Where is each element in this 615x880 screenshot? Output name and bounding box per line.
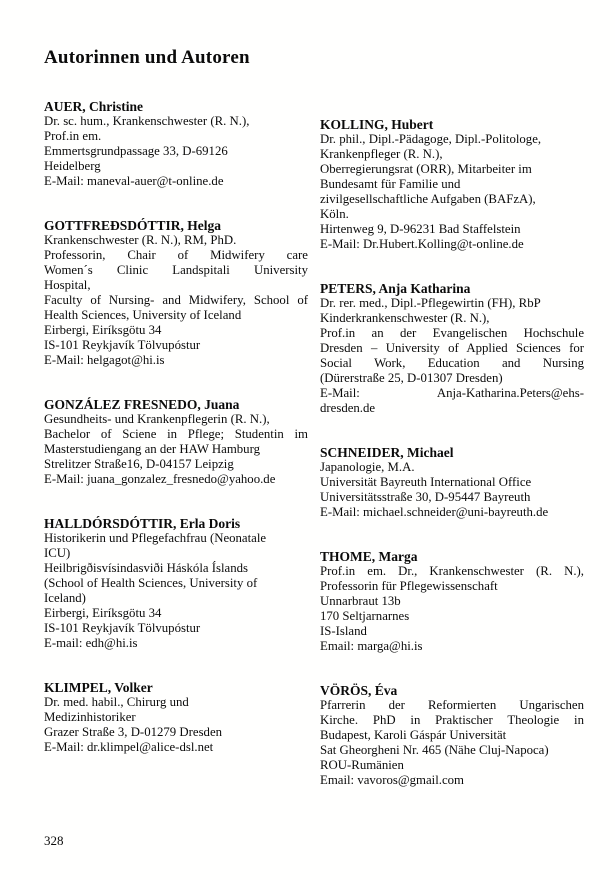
author-detail-line: IS-101 Reykjavík Tölvupóstur	[44, 338, 201, 352]
author-entry	[44, 99, 308, 189]
author-detail-line: Gesundheits- und Krankenpflegerin (R. N.),	[44, 412, 270, 426]
author-detail-line: Prof.in an der Evangelischen Hochschule	[320, 326, 584, 340]
left-column	[44, 99, 308, 817]
author-entry	[320, 445, 584, 520]
author-detail-line: IS-Island	[320, 624, 367, 638]
author-email-line: E-Mail: maneval-auer@t-online.de	[44, 174, 224, 188]
author-detail-line: Historikerin und Pflegefachfrau (Neonatale	[44, 531, 267, 545]
author-email-line: E-Mail: Dr.Hubert.Kolling@t-online.de	[320, 237, 524, 251]
author-detail-line: ICU)	[44, 546, 71, 560]
author-email-line: Email: marga@hi.is	[320, 639, 423, 653]
author-entry	[44, 680, 308, 755]
author-detail-line: Prof.in em.	[44, 129, 102, 143]
author-email-line: Email: vavoros@gmail.com	[320, 773, 464, 787]
author-name: KOLLING, Hubert	[320, 117, 434, 132]
author-detail-line: IS-101 Reykjavík Tölvupóstur	[44, 621, 201, 635]
author-detail-line: Professorin für Pflegewissenschaft	[320, 579, 498, 593]
author-detail-line: Dr. med. habil., Chirurg und	[44, 695, 189, 709]
author-detail-line: dresden.de	[320, 401, 376, 415]
author-detail-line: Dresden – University of Applied Sciences for	[320, 341, 584, 355]
author-entry	[320, 683, 584, 788]
author-entry	[320, 549, 584, 654]
author-detail-line: 170 Seltjarnarnes	[320, 609, 410, 623]
author-detail-line: (School of Health Sciences, University of	[44, 576, 258, 590]
author-detail-line: Eirbergi, Eiríksgötu 34	[44, 606, 162, 620]
author-detail-line: Japanologie, M.A.	[320, 460, 415, 474]
author-detail-line: Dr. phil., Dipl.-Pädagoge, Dipl.-Politologe,	[320, 132, 542, 146]
author-detail-line: Sat Gheorgheni Nr. 465 (Nähe Cluj-Napoca)	[320, 743, 549, 757]
author-email-line: E-Mail: michael.schneider@uni-bayreuth.de	[320, 505, 549, 519]
author-detail-line: Heidelberg	[44, 159, 101, 173]
author-detail-line: ROU-Rumänien	[320, 758, 404, 772]
author-detail-line: Strelitzer Straße16, D-04157 Leipzig	[44, 457, 234, 471]
author-detail-line: Grazer Straße 3, D-01279 Dresden	[44, 725, 223, 739]
author-columns	[44, 99, 584, 817]
page-number: 328	[44, 833, 64, 848]
author-email-line: E-Mail: helgagot@hi.is	[44, 353, 165, 367]
author-email-line: E-Mail: dr.klimpel@alice-dsl.net	[44, 740, 214, 754]
author-detail-line: Köln.	[320, 207, 349, 221]
author-entry	[44, 397, 308, 487]
author-detail-line: Krankenpfleger (R. N.),	[320, 147, 443, 161]
author-detail-line: Heilbrigðisvísindasviði Háskóla Íslands	[44, 561, 249, 575]
author-name: VÖRÖS, Éva	[320, 683, 398, 698]
author-detail-line: Women´s Clinic Landspitali University	[44, 263, 308, 277]
author-name: KLIMPEL, Volker	[44, 680, 153, 695]
author-detail-line: Masterstudiengang an der HAW Hamburg	[44, 442, 260, 456]
author-detail-line: Dr. rer. med., Dipl.-Pflegewirtin (FH), RbP	[320, 296, 541, 310]
author-detail-line: Hirtenweg 9, D-96231 Bad Staffelstein	[320, 222, 521, 236]
author-name: GOTTFREÐSDÓTTIR, Helga	[44, 218, 222, 233]
author-name: GONZÁLEZ FRESNEDO, Juana	[44, 397, 240, 412]
author-detail-line: Faculty of Nursing- and Midwifery, School of	[44, 293, 308, 307]
author-entry	[320, 281, 584, 416]
author-detail-line: zivilgesellschaftliche Aufgaben (BAFzA),	[320, 192, 536, 206]
author-detail-line: Prof.in em. Dr., Krankenschwester (R. N.),	[320, 564, 584, 578]
author-detail-line: Universitätsstraße 30, D-95447 Bayreuth	[320, 490, 531, 504]
author-email-line: E-Mail: Anja-Katharina.Peters@ehs-	[320, 386, 584, 400]
author-detail-line: Dr. sc. hum., Krankenschwester (R. N.),	[44, 114, 250, 128]
author-detail-line: Krankenschwester (R. N.), RM, PhD.	[44, 233, 237, 247]
author-detail-line: Bundesamt für Familie und	[320, 177, 461, 191]
author-detail-line: Oberregierungsrat (ORR), Mitarbeiter im	[320, 162, 532, 176]
author-detail-line: Unnarbraut 13b	[320, 594, 401, 608]
author-detail-line: Kinderkrankenschwester (R. N.),	[320, 311, 490, 325]
author-detail-line: Medizinhistoriker	[44, 710, 136, 724]
right-column	[320, 99, 584, 817]
page-title: Autorinnen und Autoren	[44, 47, 250, 68]
author-name: PETERS, Anja Katharina	[320, 281, 471, 296]
author-entry	[320, 117, 584, 252]
author-detail-line: Eirbergi, Eiríksgötu 34	[44, 323, 162, 337]
author-detail-line: Emmertsgrundpassage 33, D-69126	[44, 144, 228, 158]
author-name: AUER, Christine	[44, 99, 144, 114]
author-detail-line: (Dürerstraße 25, D-01307 Dresden)	[320, 371, 503, 385]
author-detail-line: Hospital,	[44, 278, 91, 292]
author-detail-line: Budapest, Karoli Gáspár Universität	[320, 728, 507, 742]
author-detail-line: Social Work, Education and Nursing	[320, 356, 584, 370]
author-detail-line: Universität Bayreuth International Office	[320, 475, 532, 489]
author-detail-line: Iceland)	[44, 591, 86, 605]
author-name: HALLDÓRSDÓTTIR, Erla Doris	[44, 516, 241, 531]
author-entry	[44, 516, 308, 651]
author-entry	[44, 218, 308, 368]
author-detail-line: Professorin, Chair of Midwifery care	[44, 248, 308, 262]
author-detail-line: Kirche. PhD in Praktischer Theologie in	[320, 713, 584, 727]
author-name: SCHNEIDER, Michael	[320, 445, 454, 460]
author-email-line: E-Mail: juana_gonzalez_fresnedo@yahoo.de	[44, 472, 276, 486]
author-detail-line: Pfarrerin der Reformierten Ungarischen	[320, 698, 584, 712]
author-detail-line: Bachelor of Sciene in Pflege; Studentin im	[44, 427, 308, 441]
author-detail-line: Health Sciences, University of Iceland	[44, 308, 242, 322]
author-name: THOME, Marga	[320, 549, 418, 564]
author-email-line: E-mail: edh@hi.is	[44, 636, 138, 650]
